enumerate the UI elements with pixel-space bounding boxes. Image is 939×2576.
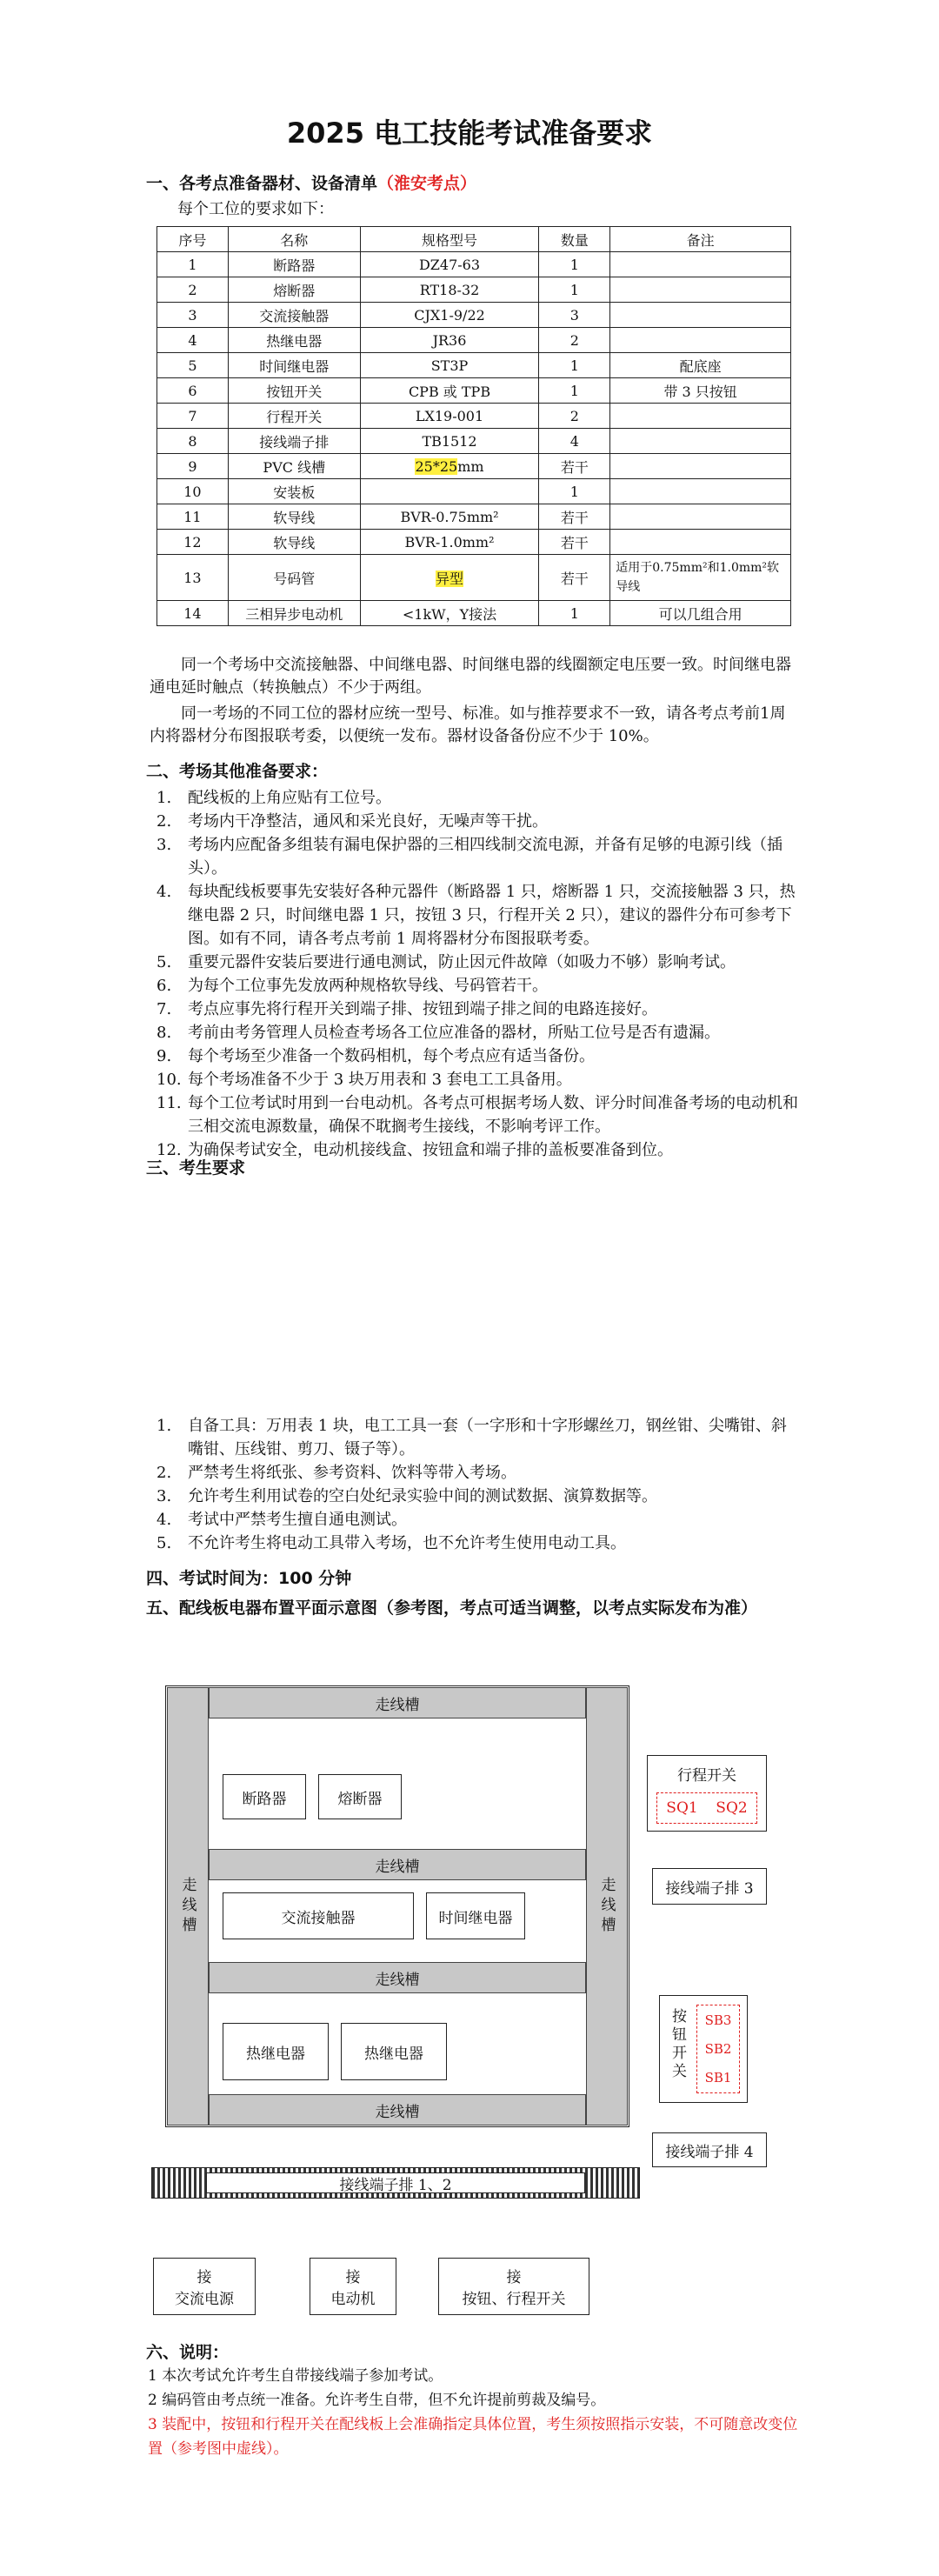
breaker-box: 断路器 [223, 1774, 306, 1819]
section3-list [156, 1414, 800, 1555]
list-item [156, 1414, 800, 1461]
table-row [157, 530, 791, 555]
fuse-box: 熔断器 [318, 1774, 402, 1819]
terminal-strip-12 [151, 2167, 640, 2199]
table-cell: 12 [157, 530, 229, 555]
section2-list [156, 786, 800, 1162]
table-cell: ST3P [360, 353, 539, 378]
trough-row2: 走线槽 [209, 1849, 586, 1880]
table-cell: 1 [157, 252, 229, 277]
note-3: 3 装配中，按钮和行程开关在配线板上会准确指定具体位置，考生须按照指示安装，不可随意改变位置（参考图中虚线）。 [148, 2416, 798, 2458]
table-cell: JR36 [360, 328, 539, 353]
connect-power-b: 交流电源 [175, 2291, 234, 2308]
table-cell: BVR-1.0mm² [360, 530, 539, 555]
list-text: 为每个工位事先发放两种规格软导线、号码管若干。 [188, 977, 548, 995]
table-cell [610, 479, 791, 504]
list-text: 每块配线板要事先安装好各种元器件（断路器 1 只，熔断器 1 只，交流接触器 3 只，热继电器 2 只，时间继电器 1 只，按钮 3 只，行程开关 2 只），建议的器件分布可参考下图。如有不同，请各考点考前 1 周将器材分布图报联考委。 [188, 883, 796, 948]
list-text: 考前由考务管理人员检查考场各工位应准备的器材，所贴工位号是否有遗漏。 [188, 1024, 720, 1042]
connect-buttons-b: 按钮、行程开关 [462, 2291, 566, 2308]
table-row [157, 454, 791, 479]
list-item [156, 1508, 800, 1532]
list-number: 3. [156, 1487, 172, 1505]
sq2-label: SQ2 [716, 1799, 748, 1817]
contactor-box: 交流接触器 [223, 1892, 414, 1939]
table-cell: 1 [539, 601, 610, 626]
table-cell [610, 328, 791, 353]
table-cell: 3 [539, 303, 610, 328]
table-cell: 1 [539, 479, 610, 504]
table-cell: CPB 或 TPB [360, 378, 539, 404]
list-text: 重要元器件安装后要进行通电测试，防止因元件故障（如吸力不够）影响考试。 [188, 953, 736, 971]
table-cell: 带 3 只按钮 [610, 378, 791, 404]
equipment-table [156, 226, 791, 626]
list-number: 4. [156, 883, 172, 901]
table-cell: 1 [539, 353, 610, 378]
section1-heading [146, 170, 476, 194]
table-cell: 13 [157, 555, 229, 601]
highlight-text: 异型 [436, 570, 464, 587]
table-header-cell: 序号 [157, 227, 229, 252]
table-cell: 行程开关 [228, 404, 360, 429]
table-cell: 8 [157, 429, 229, 454]
table-cell: DZ47-63 [360, 252, 539, 277]
table-row [157, 601, 791, 626]
section1-heading-red: （淮安考点） [377, 174, 477, 193]
table-cell: 安装板 [228, 479, 360, 504]
list-number: 11. [156, 1094, 182, 1112]
table-cell: 软导线 [228, 530, 360, 555]
button-switch-box [659, 1995, 748, 2103]
table-row [157, 555, 791, 601]
list-text: 每个考场至少准备一个数码相机，每个考点应有适当备份。 [188, 1047, 595, 1065]
section1-heading-text: 一、各考点准备器材、设备清单 [146, 174, 378, 193]
table-cell [610, 277, 791, 303]
button-switch-label: 按钮开关 [669, 2008, 686, 2081]
list-item [156, 1461, 800, 1485]
sb3-label: SB3 [704, 2012, 732, 2028]
list-number: 4. [156, 1511, 172, 1529]
connect-power-a: 接 [196, 2269, 212, 2286]
table-cell: 时间继电器 [228, 353, 360, 378]
timer-box: 时间继电器 [426, 1892, 525, 1939]
table-cell: 配底座 [610, 353, 791, 378]
section4-heading: 四、考试时间为：100 分钟 [146, 1569, 352, 1588]
table-cell [610, 504, 791, 530]
table-cell: 14 [157, 601, 229, 626]
table-header-cell: 名称 [228, 227, 360, 252]
list-number: 1. [156, 789, 172, 807]
list-number: 3. [156, 836, 172, 854]
table-cell: 1 [539, 378, 610, 404]
table-cell [610, 404, 791, 429]
list-text: 每个考场准备不少于 3 块万用表和 3 套电工工具备用。 [188, 1071, 572, 1089]
paragraph-uniform: 同一考场的不同工位的器材应统一型号、标准。如与推荐要求不一致，请各考点考前1周内将器材分布图报联考委，以便统一发布。器材设备备份应不少于 10%。 [150, 704, 786, 745]
table-row [157, 328, 791, 353]
page-title: 2025 电工技能考试准备要求 [286, 117, 653, 150]
table-cell: TB1512 [360, 429, 539, 454]
table-cell [610, 530, 791, 555]
table-cell: 6 [157, 378, 229, 404]
sb2-label: SB2 [704, 2040, 732, 2057]
list-text: 配线板的上角应贴有工位号。 [188, 789, 391, 807]
table-header-cell: 规格型号 [360, 227, 539, 252]
table-cell: 若干 [539, 454, 610, 479]
list-text: 每个工位考试时用到一台电动机。各考点可根据考场人数、评分时间准备考场的电动机和三相交流电源数量，确保不耽搁考生接线，不影响考评工作。 [188, 1094, 798, 1136]
table-cell: 2 [539, 328, 610, 353]
note-2: 2 编码管由考点统一准备。允许考生自带，但不允许提前剪裁及编号。 [148, 2392, 606, 2409]
table-row [157, 277, 791, 303]
table-cell: PVC 线槽 [228, 454, 360, 479]
limit-switch-title: 行程开关 [677, 1767, 736, 1785]
section3-heading: 三、考生要求 [146, 1158, 246, 1178]
list-item [156, 1532, 800, 1555]
sq1-label: SQ1 [666, 1799, 698, 1817]
table-cell: 7 [157, 404, 229, 429]
list-item [156, 1485, 800, 1508]
list-number: 7. [156, 1000, 172, 1018]
list-number: 5. [156, 953, 172, 971]
list-item [156, 880, 800, 951]
trough-bottom: 走线槽 [209, 2094, 586, 2126]
side-trough-right [586, 1687, 628, 2126]
section2-heading: 二、考场其他准备要求： [146, 762, 329, 781]
table-header-cell: 数量 [539, 227, 610, 252]
plain-text: mm [457, 457, 484, 475]
terminal-strip-3: 接线端子排 3 [652, 1868, 767, 1905]
note-1: 1 本次考试允许考生自带接线端子参加考试。 [148, 2367, 443, 2385]
list-number: 5. [156, 1534, 172, 1552]
table-cell: 若干 [539, 530, 610, 555]
trough-row3: 走线槽 [209, 1962, 586, 1993]
list-text: 考试中严禁考生擅自通电测试。 [188, 1511, 407, 1529]
thermal-relay-box-1: 热继电器 [223, 2023, 329, 2080]
list-number: 12. [156, 1141, 182, 1159]
table-cell: CJX1-9/22 [360, 303, 539, 328]
table-cell: 若干 [539, 504, 610, 530]
table-row [157, 429, 791, 454]
table-cell [360, 454, 539, 479]
table-cell: 3 [157, 303, 229, 328]
list-item [156, 810, 800, 833]
list-item [156, 833, 800, 880]
table-cell: 号码管 [228, 555, 360, 601]
table-cell [360, 555, 539, 601]
table-row [157, 504, 791, 530]
table-cell: 9 [157, 454, 229, 479]
connect-power-box [153, 2258, 256, 2315]
connect-motor-box [310, 2258, 396, 2315]
table-header-row [157, 227, 791, 252]
table-cell: 热继电器 [228, 328, 360, 353]
table-row [157, 353, 791, 378]
list-number: 8. [156, 1024, 172, 1042]
table-cell: 2 [157, 277, 229, 303]
connect-buttons-a: 接 [506, 2269, 522, 2286]
table-cell: 2 [539, 404, 610, 429]
side-trough-left-label: 走线槽 [178, 1876, 196, 1937]
list-item [156, 951, 800, 974]
table-header-cell: 备注 [610, 227, 791, 252]
terminal-strip-12-label: 接线端子排 1、2 [206, 2172, 585, 2193]
table-cell: 按钮开关 [228, 378, 360, 404]
table-row [157, 479, 791, 504]
table-cell: 接线端子排 [228, 429, 360, 454]
list-text: 自备工具：万用表 1 块，电工工具一套（一字形和十字形螺丝刀，钢丝钳、尖嘴钳、斜嘴钳、压线钳、剪刀、镊子等）。 [188, 1417, 787, 1458]
table-cell: LX19-001 [360, 404, 539, 429]
trough-top: 走线槽 [209, 1687, 586, 1718]
list-text: 考点应事先将行程开关到端子排、按钮到端子排之间的电路连接好。 [188, 1000, 657, 1018]
side-trough-left [167, 1687, 209, 2126]
table-cell: 5 [157, 353, 229, 378]
list-number: 1. [156, 1417, 172, 1435]
connect-motor-a: 接 [345, 2269, 361, 2286]
side-trough-right-label: 走线槽 [597, 1876, 616, 1937]
table-cell: 断路器 [228, 252, 360, 277]
table-cell: 1 [539, 252, 610, 277]
highlight-text: 25*25 [415, 457, 458, 475]
paragraph-voltage: 同一个考场中交流接触器、中间继电器、时间继电器的线圈额定电压要一致。时间继电器通电延时触点（转换触点）不少于两组。 [150, 656, 791, 697]
table-cell [610, 252, 791, 277]
limit-switch-slot [656, 1792, 757, 1824]
table-cell [360, 479, 539, 504]
list-text: 允许考生利用试卷的空白处纪录实验中间的测试数据、演算数据等。 [188, 1487, 657, 1505]
list-item [156, 786, 800, 810]
list-text: 为确保考试安全，电动机接线盒、按钮盒和端子排的盖板要准备到位。 [188, 1141, 673, 1159]
table-row [157, 378, 791, 404]
list-item [156, 1044, 800, 1068]
table-cell: 10 [157, 479, 229, 504]
table-cell [610, 429, 791, 454]
list-text: 严禁考生将纸张、参考资料、饮料等带入考场。 [188, 1464, 516, 1482]
section5-heading: 五、配线板电器布置平面示意图（参考图，考点可适当调整，以考点实际发布为准） [146, 1598, 758, 1618]
limit-switch-box [647, 1755, 767, 1832]
list-text: 不允许考生将电动工具带入考场，也不允许考生使用电动工具。 [188, 1534, 626, 1552]
table-cell: 可以几组合用 [610, 601, 791, 626]
table-cell: 适用于0.75mm²和1.0mm²软导线 [610, 555, 791, 601]
table-cell: 熔断器 [228, 277, 360, 303]
table-row [157, 303, 791, 328]
connect-motor-b: 电动机 [330, 2291, 376, 2308]
list-item [156, 974, 800, 998]
list-item [156, 1021, 800, 1044]
table-cell: BVR-0.75mm² [360, 504, 539, 530]
list-item [156, 1068, 800, 1091]
table-row [157, 252, 791, 277]
connect-buttons-box [438, 2258, 589, 2315]
list-text: 考场内应配备多组装有漏电保护器的三相四线制交流电源，并备有足够的电源引线（插头）。 [188, 836, 782, 878]
list-item [156, 1091, 800, 1138]
table-cell: <1kW，Y接法 [360, 601, 539, 626]
terminal-strip-4: 接线端子排 4 [652, 2132, 767, 2167]
list-item [156, 1138, 800, 1162]
list-number: 6. [156, 977, 172, 995]
list-number: 2. [156, 1464, 172, 1482]
sb1-label: SB1 [704, 2070, 732, 2086]
list-item [156, 998, 800, 1021]
table-cell: 4 [539, 429, 610, 454]
table-cell [610, 454, 791, 479]
table-cell: 11 [157, 504, 229, 530]
list-number: 10. [156, 1071, 182, 1089]
thermal-relay-box-2: 热继电器 [341, 2023, 447, 2080]
table-cell: 交流接触器 [228, 303, 360, 328]
table-cell [610, 303, 791, 328]
table-cell: 若干 [539, 555, 610, 601]
table-row [157, 404, 791, 429]
button-slot [696, 2005, 740, 2093]
table-cell: 软导线 [228, 504, 360, 530]
list-text: 考场内干净整洁，通风和采光良好，无噪声等干扰。 [188, 812, 548, 831]
section1-intro: 每个工位的要求如下： [177, 200, 334, 218]
list-number: 9. [156, 1047, 172, 1065]
table-cell: RT18-32 [360, 277, 539, 303]
section6-heading: 六、说明： [146, 2343, 230, 2362]
table-cell: 1 [539, 277, 610, 303]
table-cell: 4 [157, 328, 229, 353]
table-cell: 三相异步电动机 [228, 601, 360, 626]
list-number: 2. [156, 812, 172, 831]
